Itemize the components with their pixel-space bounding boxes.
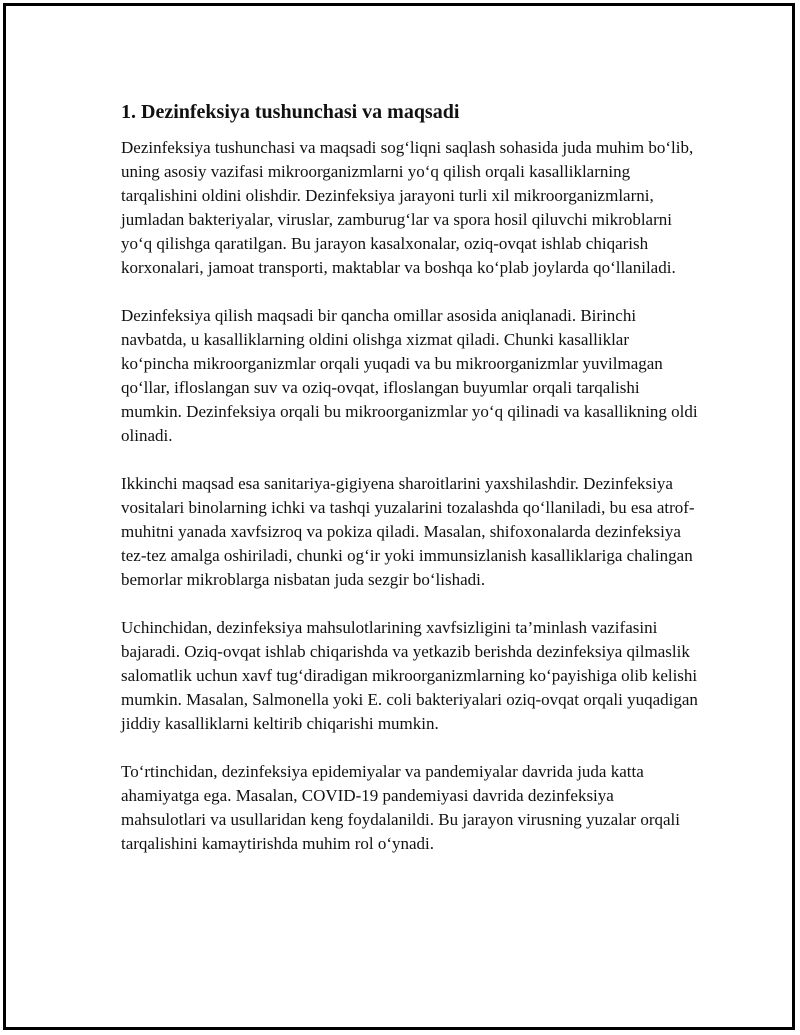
section-title: 1. Dezinfeksiya tushunchasi va maqsadi xyxy=(121,101,460,123)
paragraph-purpose-first: Dezinfeksiya qilish maqsadi bir qancha omillar asosida aniqlanadi. Birinchi navbatda, u kasalliklarning oldini olishga xizmat qiladi. Chunki kasalliklar ko‘pincha mikroorganizmlar orqali yuqadi va bu mikroorganizmlar yuvilmagan qo‘llar, ifloslangan suv va oziq-ovqat, ifloslangan buyumlar orqali tarqalishi mumkin. Dezinfeksiya orqali bu mikroorganizmlar yo‘q qilinadi va kasallikning oldi olinadi. xyxy=(121,306,698,445)
paragraph-intro: Dezinfeksiya tushunchasi va maqsadi sog‘liqni saqlash sohasida juda muhim bo‘lib, uning asosiy vazifasi mikroorganizmlarni yo‘q qilish orqali kasalliklarning tarqalishini oldini olishdir. Dezinfeksiya jarayoni turli xil mikroorganizmlarni, jumladan bakteriyalar, viruslar, zamburug‘lar va spora hosil qiluvchi mikroblarni yo‘q qilishga qaratilgan. Bu jarayon kasalxonalar, oziq-ovqat ishlab chiqarish korxonalari, jamoat transporti, maktablar va boshqa ko‘plab joylarda qo‘llaniladi. xyxy=(121,138,694,277)
paragraph-purpose-fourth: To‘rtinchidan, dezinfeksiya epidemiyalar va pandemiyalar davrida juda katta ahamiyatga ega. Masalan, COVID-19 pandemiyasi davrida dezinfeksiya mahsulotlari va usullaridan keng foydalanildi. Bu jarayon virusning yuzalar orqali tarqalishini kamaytirishda muhim rol o‘ynadi. xyxy=(121,762,680,853)
paragraph-purpose-second: Ikkinchi maqsad esa sanitariya-gigiyena sharoitlarini yaxshilashdir. Dezinfeksiya vositalari binolarning ichki va tashqi yuzalarini tozalashda qo‘llaniladi, bu esa atrof-muhitni yanada xavfsizroq va pokiza qiladi. Masalan, shifoxonalarda dezinfeksiya tez-tez amalga oshiriladi, chunki og‘ir yoki immunsizlanish kasalliklariga chalingan bemorlar mikroblarga nisbatan juda sezgir bo‘lishadi. xyxy=(121,474,695,589)
paragraph-purpose-third: Uchinchidan, dezinfeksiya mahsulotlarining xavfsizligini ta’minlash vazifasini bajaradi. Oziq-ovqat ishlab chiqarishda va yetkazib berishda dezinfeksiya qilmaslik salomatlik uchun xavf tug‘diradigan mikroorganizmlarning ko‘payishiga olib kelishi mumkin. Masalan, Salmonella yoki E. coli bakteriyalari oziq-ovqat orqali yuqadigan jiddiy kasalliklarni keltirib chiqarishi mumkin. xyxy=(121,618,698,733)
document-body xyxy=(121,98,701,880)
page-frame xyxy=(3,3,795,1030)
